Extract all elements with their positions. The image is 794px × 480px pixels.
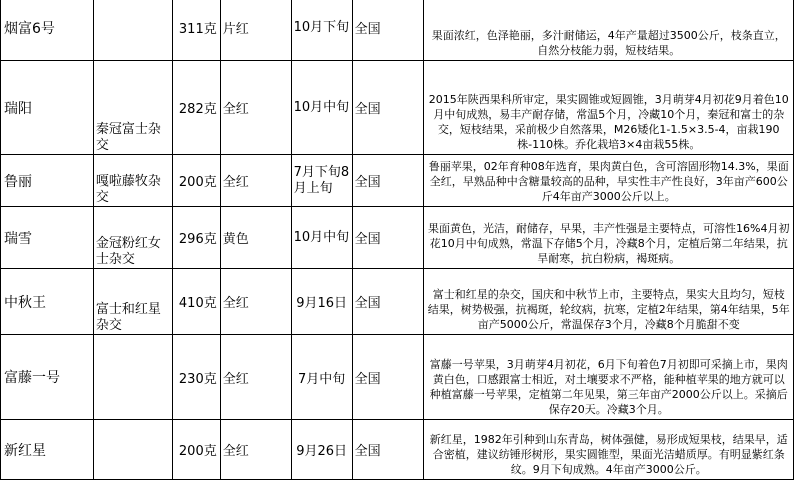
fruit-color: 全红 xyxy=(220,420,291,480)
fruit-weight: 282克 xyxy=(172,61,220,155)
fruit-weight: 200克 xyxy=(172,420,220,480)
variety-description: 富士和红星的杂交，国庆和中秋节上市，主要特点，果实大且均匀，短枝结果，树势极强，抗褐斑，轮纹病，抗寒，定植2年结果，第4年结果，5年亩产5000公斤，常温保存3个月，冷藏8个月脆甜不变 xyxy=(424,269,794,335)
maturity-time: 9月16日 xyxy=(291,269,352,335)
variety-parentage xyxy=(93,0,172,61)
variety-parentage: 秦冠富士杂交 xyxy=(93,61,172,155)
variety-description: 2015年陕西果科所审定，果实圆锥或短圆锥，3月萌芽4月初花9月着色10月中旬成熟，易丰产耐存储，常温5个月，冷藏10个月，秦冠和富士的杂交，短枝结果，采前极少自然落果，M26矮化1-1.5×3.5-4，亩栽190株-110株。乔化栽培3×4亩栽55株。 xyxy=(424,61,794,155)
variety-name: 烟富6号 xyxy=(1,0,94,61)
variety-name: 瑞雪 xyxy=(1,207,94,269)
table-row xyxy=(1,155,794,207)
table-row xyxy=(1,61,794,155)
table-row xyxy=(1,335,794,420)
growing-region: 全国 xyxy=(352,335,424,420)
growing-region: 全国 xyxy=(352,155,424,207)
growing-region: 全国 xyxy=(352,269,424,335)
variety-description: 新红星，1982年引种到山东青岛，树体强健，易形成短果枝，结果早，适合密植，建议纺锤形树形，果实圆锥型，果面光洁蜡质厚。有明显紫红条纹。9月下旬成熟。4年亩产3000公斤。 xyxy=(424,420,794,480)
variety-parentage xyxy=(93,420,172,480)
variety-name: 瑞阳 xyxy=(1,61,94,155)
fruit-weight: 200克 xyxy=(172,155,220,207)
maturity-time: 9月26日 xyxy=(291,420,352,480)
variety-description: 富藤一号苹果，3月萌芽4月初花，6月下旬着色7月初即可采摘上市，果肉黄白色，口感跟富士相近，对土壤要求不严格，能种植苹果的地方就可以种植富藤一号苹果，定植第二年见果，第三年亩产2000公斤以上。采摘后保存20天。冷藏3个月。 xyxy=(424,335,794,420)
maturity-time: 7月下旬8月上旬 xyxy=(291,155,352,207)
variety-parentage xyxy=(93,335,172,420)
variety-name: 新红星 xyxy=(1,420,94,480)
variety-parentage: 嘎啦藤牧杂交 xyxy=(93,155,172,207)
maturity-time: 10月中旬 xyxy=(291,61,352,155)
fruit-weight: 296克 xyxy=(172,207,220,269)
fruit-color: 全红 xyxy=(220,335,291,420)
fruit-color: 全红 xyxy=(220,61,291,155)
growing-region: 全国 xyxy=(352,0,424,61)
variety-name: 富藤一号 xyxy=(1,335,94,420)
growing-region: 全国 xyxy=(352,420,424,480)
fruit-color: 全红 xyxy=(220,269,291,335)
maturity-time: 7月中旬 xyxy=(291,335,352,420)
table-row xyxy=(1,269,794,335)
variety-description: 果面浓红，色泽艳丽，多汁耐储运，4年产量超过3500公斤，枝条直立，自然分枝能力弱，短枝结果。 xyxy=(424,0,794,61)
variety-parentage: 金冠粉红女士杂交 xyxy=(93,207,172,269)
growing-region: 全国 xyxy=(352,207,424,269)
growing-region: 全国 xyxy=(352,61,424,155)
fruit-color: 片红 xyxy=(220,0,291,61)
fruit-weight: 311克 xyxy=(172,0,220,61)
fruit-weight: 230克 xyxy=(172,335,220,420)
table-row xyxy=(1,207,794,269)
variety-description: 果面黄色，光洁，耐储存，早果，丰产性强是主要特点，可溶性16%4月初花10月中旬成熟，常温下存储5个月，冷藏8个月，定植后第二年结果，抗旱耐寒，抗白粉病，褐斑病。 xyxy=(424,207,794,269)
variety-description: 鲁丽苹果，02年育种08年选育，果肉黄白色，含可溶固形物14.3%，果面全红，早熟品种中含糖量较高的品种，早实性丰产性良好，3年亩产600公斤4年亩产3000公斤以上。 xyxy=(424,155,794,207)
table-row xyxy=(1,420,794,480)
table-row xyxy=(1,0,794,61)
variety-name: 中秋王 xyxy=(1,269,94,335)
fruit-color: 全红 xyxy=(220,155,291,207)
fruit-color: 黄色 xyxy=(220,207,291,269)
maturity-time: 10月下旬 xyxy=(291,0,352,61)
fruit-weight: 410克 xyxy=(172,269,220,335)
variety-parentage: 富士和红星杂交 xyxy=(93,269,172,335)
variety-name: 鲁丽 xyxy=(1,155,94,207)
maturity-time: 10月中旬 xyxy=(291,207,352,269)
